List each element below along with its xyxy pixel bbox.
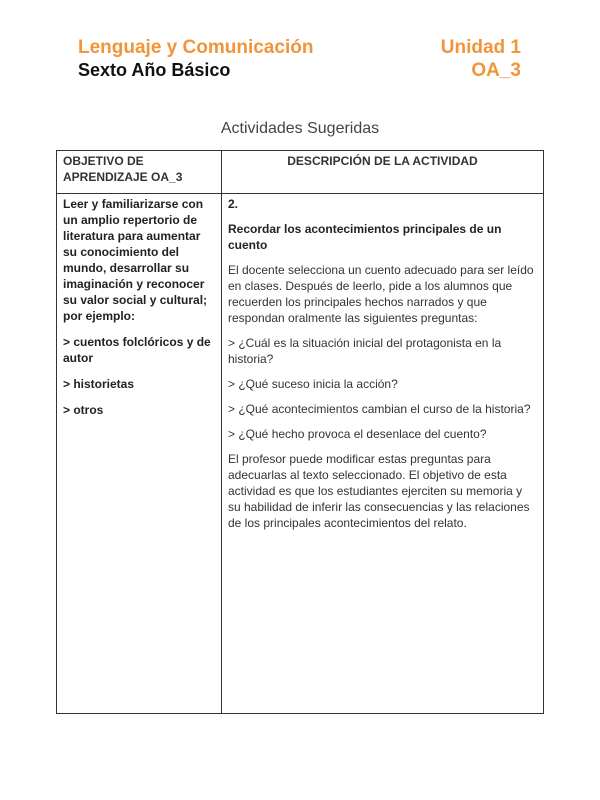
activity-question: > ¿Cuál es la situación inicial del protagonista en la historia? (228, 336, 502, 366)
activity-question: > ¿Qué suceso inicia la acción? (228, 377, 398, 391)
activity-title: Recordar los acontecimientos principales de un cuento (228, 222, 502, 252)
activity-question: > ¿Qué acontecimientos cambian el curso de la historia? (228, 402, 531, 416)
objective-cell (57, 194, 222, 714)
description-header: DESCRIPCIÓN DE LA ACTIVIDAD (222, 151, 544, 194)
section-title: Actividades Sugeridas (220, 120, 380, 137)
activities-table (56, 150, 544, 714)
objective-text: Leer y familiarizarse con un amplio repertorio de literatura para aumentar su conocimiento del mundo, desarrollar su imaginación y reconocer su valor social y cultural; por ejemplo: (63, 197, 208, 323)
objective-header: OBJETIVO DE APRENDIZAJE OA_3 (57, 151, 222, 194)
table-row (57, 194, 544, 714)
activity-question: > ¿Qué hecho provoca el desenlace del cuento? (228, 427, 487, 441)
objective-example: > cuentos folclóricos y de autor (63, 335, 211, 365)
activity-paragraph: El profesor puede modificar estas preguntas para adecuarlas al texto seleccionado. El objetivo de esta actividad es que los estudiantes ejerciten su memoria y su habilidad de inferir las consecuencias y las relaciones de los principales acontecimientos del relato. (228, 452, 530, 530)
unit-label: Unidad 1 (440, 37, 521, 58)
activity-paragraph: El docente selecciona un cuento adecuado para ser leído en clases. Después de leerlo, pide a los alumnos que recuerden los principales hechos narrados y que respondan oralmente las siguientes preguntas: (228, 263, 534, 325)
objective-example: > historietas (63, 377, 135, 391)
oa-label: OA_3 (471, 60, 521, 81)
activity-cell (222, 194, 544, 714)
table-header-row (57, 151, 544, 194)
objective-example: > otros (63, 403, 104, 417)
activity-number: 2. (228, 197, 239, 211)
grade-title: Sexto Año Básico (78, 60, 231, 80)
subject-title: Lenguaje y Comunicación (78, 37, 314, 58)
